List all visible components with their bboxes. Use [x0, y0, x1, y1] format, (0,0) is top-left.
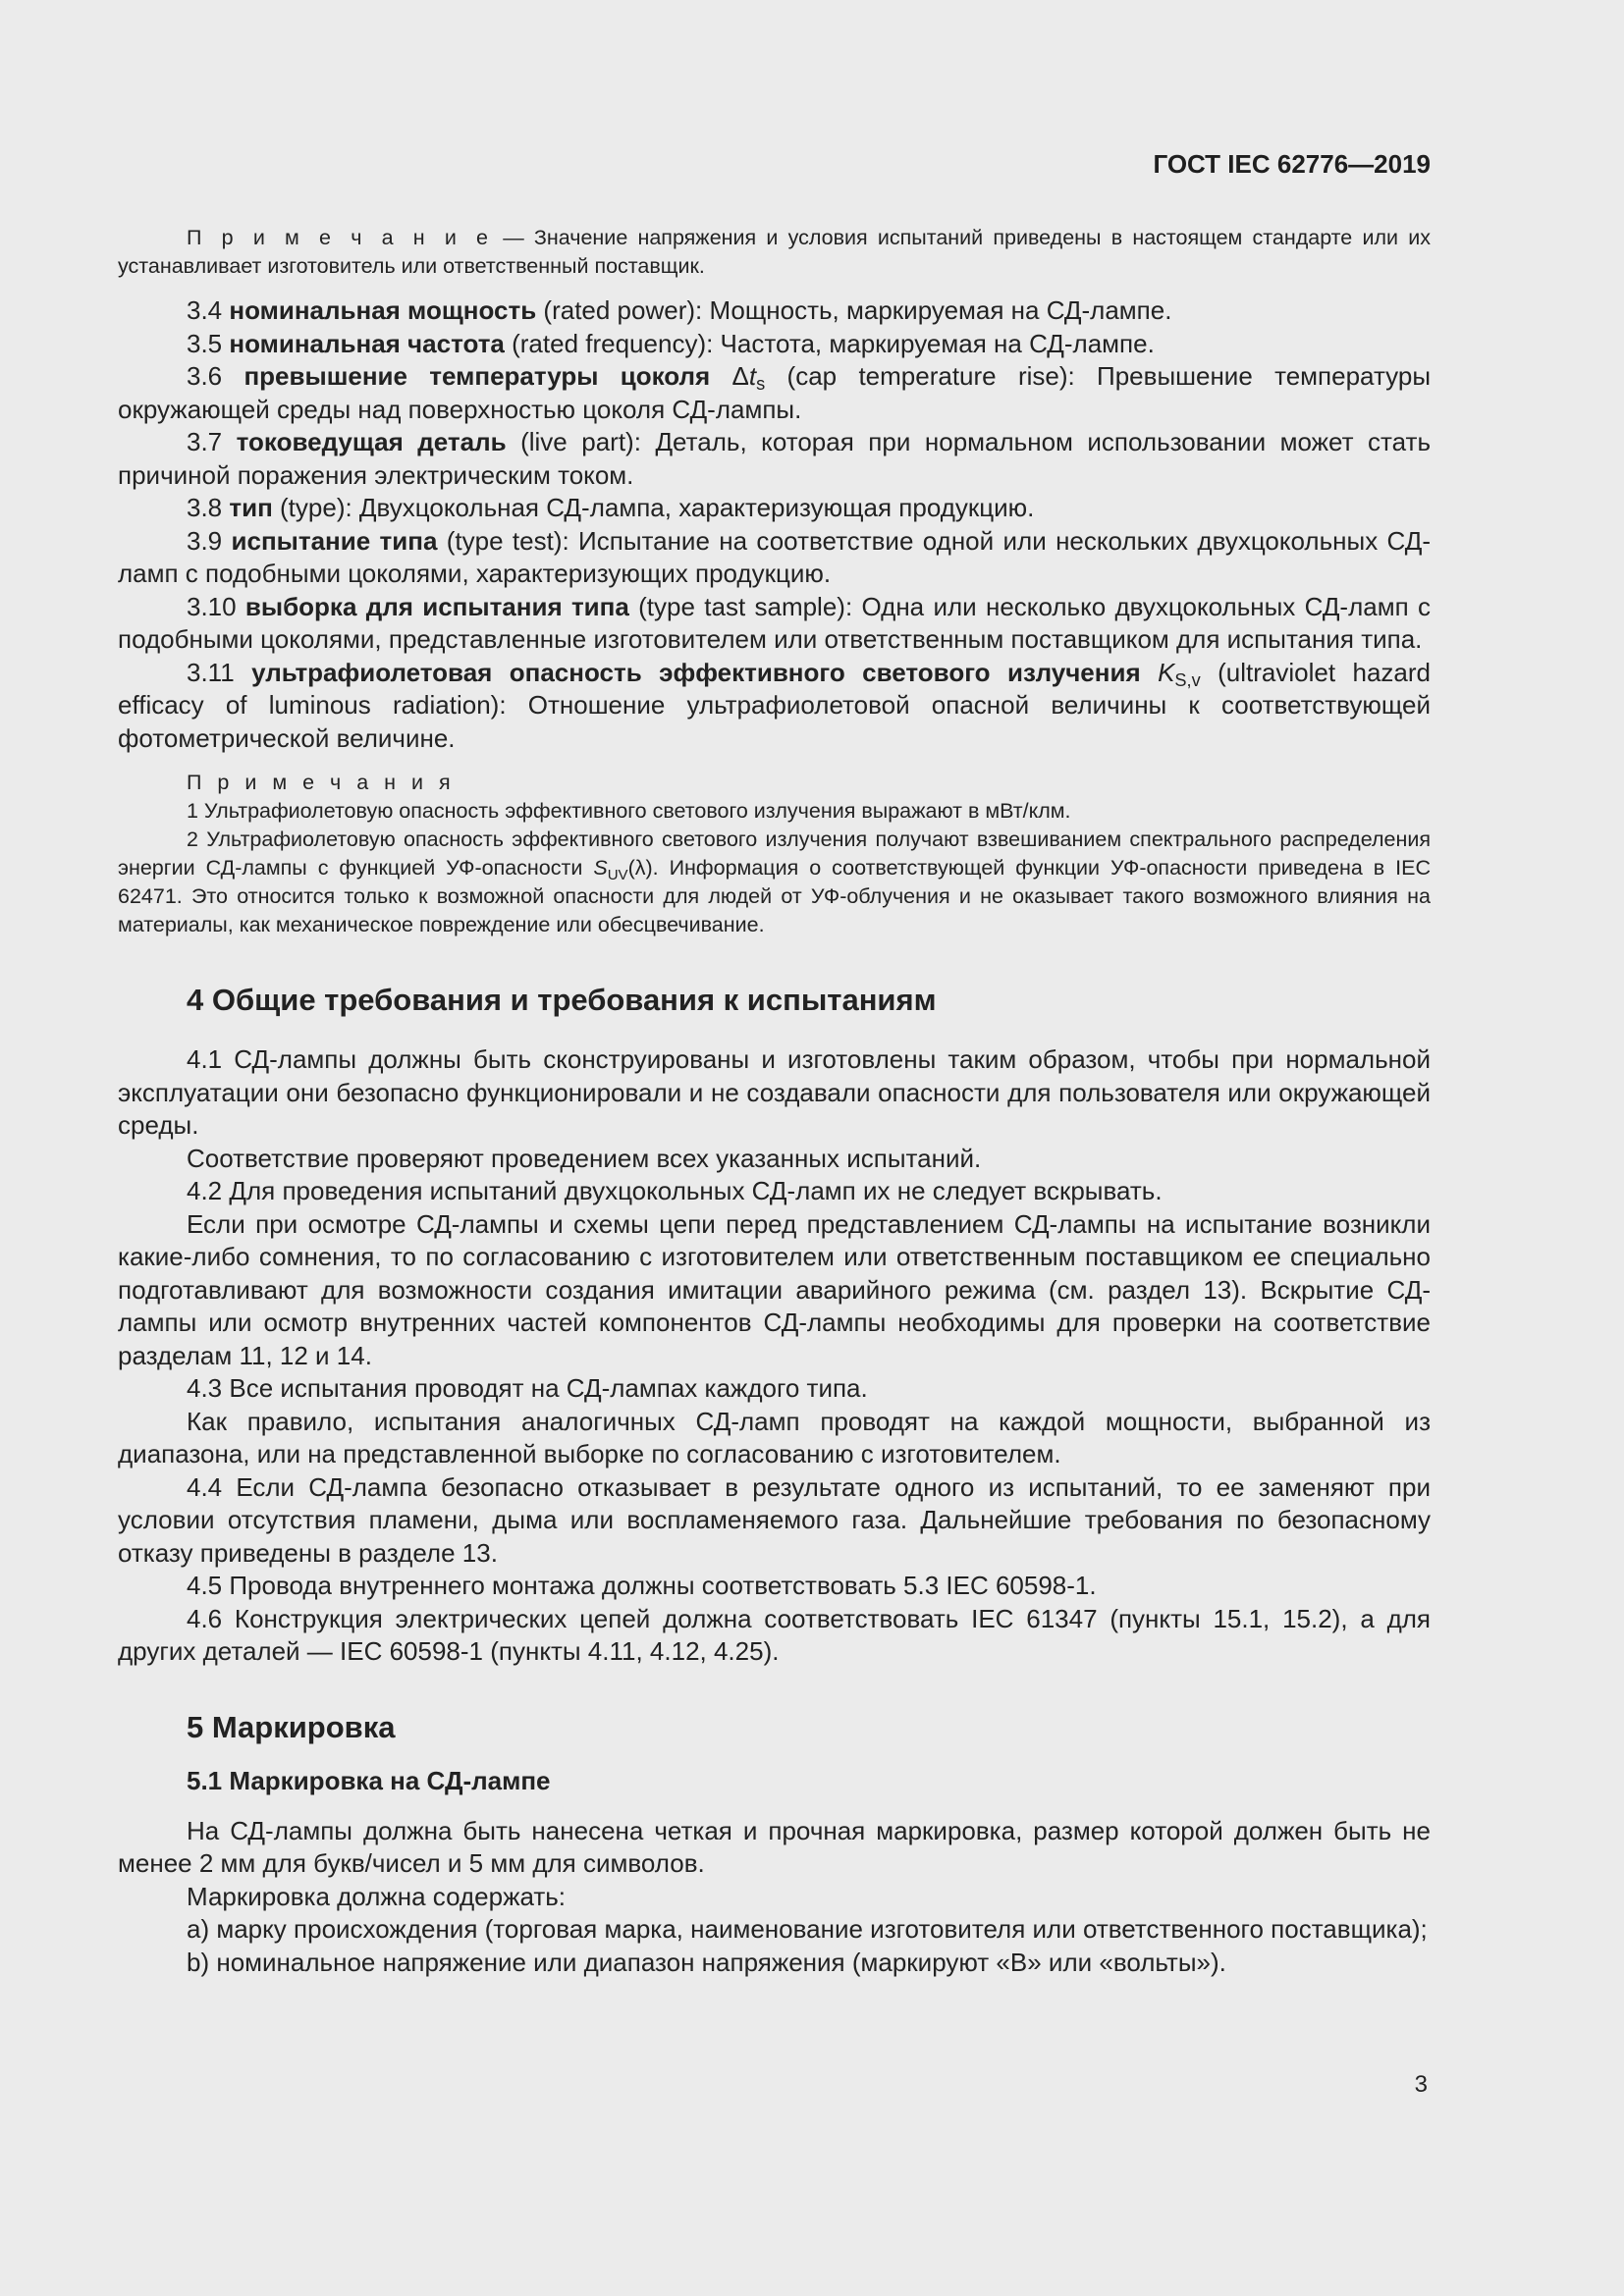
page-number: 3 — [1414, 2071, 1428, 2098]
def-number: 3.7 — [187, 427, 237, 456]
note-1: 1 Ультрафиолетовую опасность эффективного светового излучения выражают в мВт/клм. — [187, 799, 1071, 823]
section-4-para: Если при осмотре СД-лампы и схемы цепи перед представлением СД-лампы на испытание возникли какие-либо сомнения, то по согласованию с изготовителем или ответственным поставщиком ее специально подготавливают для возможности создания имитации аварийного режима (см. раздел 13). Вскрытие СД-лампы или осмотр внутренних частей компонентов СД-лампы необходимы для проверки на соответствие разделам 11, 12 и 14. — [118, 1208, 1431, 1370]
section-4-para: Соответствие проверяют проведением всех указанных испытаний. — [187, 1143, 982, 1173]
section-5-1-title: 5.1 Маркировка на СД-лампе — [187, 1765, 551, 1795]
def-term: ультрафиолетовая опасность эффективного светового излучения — [251, 657, 1141, 687]
section-4-para: 4.2 Для проведения испытаний двухцокольных СД-ламп их не следует вскрывать. — [187, 1176, 1163, 1205]
def-term: номинальная частота — [229, 328, 505, 358]
section-5-para: На СД-лампы должна быть нанесена четкая и прочная маркировка, размер которой должен быть не менее 2 мм для букв/чисел и 5 мм для символов. — [118, 1815, 1431, 1878]
section-5-para: Маркировка должна содержать: — [187, 1881, 567, 1911]
definition-3-7 — [118, 426, 1431, 492]
def-number: 3.5 — [187, 328, 230, 358]
definition-3-11 — [118, 657, 1431, 756]
section-5-para: a) марку происхождения (торговая марка, наименование изготовителя или ответственного поставщика); — [187, 1914, 1428, 1944]
def-term: превышение температуры цоколя — [244, 361, 711, 391]
section-4-para: 4.3 Все испытания проводят на СД-лампах каждого типа. — [187, 1373, 868, 1403]
def-text: (cap temperature rise): Превышение температуры окружающей среды над поверхностью цоколя СД-лампы. — [118, 361, 1432, 424]
section-5-para: b) номинальное напряжение или диапазон напряжения (маркируют «В» или «вольты»). — [187, 1947, 1226, 1977]
definition-3-10 — [118, 591, 1431, 657]
definition-3-4 — [118, 294, 1431, 328]
def-number: 3.4 — [187, 295, 230, 325]
def-text: (type test): Испытание на соответствие одной или нескольких двухцокольных СД-ламп с подобными цоколями, характеризующих продукцию. — [118, 525, 1432, 588]
notes-label-text: П р и м е ч а н и я — [187, 771, 456, 794]
note-2-symbol: S — [593, 856, 608, 880]
def-number: 3.8 — [187, 493, 230, 522]
note-text: — Значение напряжения и условия испытаний приведены в настоящем стандарте или их устанавливает изготовитель или ответственный поставщик. — [118, 226, 1431, 278]
definition-3-5 — [118, 328, 1431, 361]
definition-3-6 — [118, 360, 1431, 426]
def-symbol-prefix: Δ — [710, 361, 749, 391]
def-text: (ultraviolet hazard efficacy of luminous radiation): Отношение ультрафиолетовой опасной величины к соответствующей фотометрической величине. — [118, 657, 1431, 753]
note-2 — [118, 826, 1431, 939]
def-text: (live part): Деталь, которая при нормальном использовании может стать причиной поражения электрическим током. — [118, 427, 1431, 490]
def-term: номинальная мощность — [229, 295, 537, 325]
definition-3-8 — [118, 492, 1431, 525]
page-content — [118, 224, 1431, 1979]
def-term: токоведущая деталь — [236, 427, 507, 456]
note-2-text-b: (λ). Информация о соответствующей функции УФ-опасности приведена в IEC 62471. Это относится только к возможной опасности для людей от УФ-облучения и не оказывает такого возможного влияния на материалы, как механическое повреждение или обесцвечивание. — [118, 856, 1431, 936]
section-4-para: Как правило, испытания аналогичных СД-ламп проводят на каждой мощности, выбранной из диапазона, или на представленной выборке по согласованию с изготовителем. — [118, 1406, 1431, 1468]
note-intro — [118, 224, 1431, 281]
def-term: испытание типа — [231, 525, 438, 556]
section-5-title: 5 Маркировка — [187, 1709, 396, 1744]
def-text: (type tast sample): Одна или несколько двухцокольных СД-ламп с подобными цоколями, представленные изготовителем или ответственным поставщиком для испытания типа. — [118, 591, 1431, 654]
note-2-symbol-subscript: UV — [607, 867, 628, 883]
section-4-para: 4.6 Конструкция электрических цепей должна соответствовать IEC 61347 (пункты 15.1, 15.2), а для других деталей — IEC 60598-1 (пункты 4.11, 4.12, 4.25). — [118, 1603, 1431, 1666]
section-4-title: 4 Общие требования и требования к испытаниям — [187, 983, 937, 1017]
note-label: П р и м е ч а н и е — [187, 226, 494, 249]
def-number: 3.9 — [187, 525, 232, 556]
def-text: (rated power): Мощность, маркируемая на СД-лампе. — [536, 295, 1172, 325]
def-symbol-subscript: S,v — [1174, 669, 1201, 690]
definition-3-9 — [118, 525, 1431, 591]
document-header: ГОСТ IEC 62776—2019 — [1153, 149, 1431, 179]
def-text: (rated frequency): Частота, маркируемая на СД-лампе. — [504, 328, 1155, 358]
section-4-para: 4.4 Если СД-лампа безопасно отказывает в результате одного из испытаний, то ее заменяют при условии отсутствия пламени, дыма или воспламеняемого газа. Дальнейшие требования по безопасному отказу приведены в разделе 13. — [118, 1471, 1431, 1568]
section-4-para: 4.1 СД-лампы должны быть сконструированы и изготовлены таким образом, чтобы при нормальной эксплуатации они безопасно функционировали и не создавали опасности для пользователя или окружающей среды. — [118, 1044, 1431, 1140]
notes-label — [118, 769, 1431, 797]
def-term: тип — [229, 493, 273, 522]
def-term: выборка для испытания типа — [244, 591, 629, 621]
section-4-para: 4.5 Провода внутреннего монтажа должны соответствовать 5.3 IEC 60598-1. — [187, 1571, 1097, 1600]
def-text: (type): Двухцокольная СД-лампа, характеризующая продукцию. — [272, 493, 1035, 522]
def-symbol: K — [1158, 657, 1175, 687]
note-2-text-a: 2 Ультрафиолетовую опасность эффективного светового излучения получают взвешиванием спектрального распределения энергии СД-лампы с функцией УФ-опасности — [118, 828, 1431, 880]
def-number: 3.10 — [187, 591, 245, 621]
def-number: 3.11 — [187, 657, 252, 687]
def-symbol: t — [748, 361, 757, 391]
def-symbol-subscript: s — [756, 374, 766, 394]
def-number: 3.6 — [187, 361, 244, 391]
